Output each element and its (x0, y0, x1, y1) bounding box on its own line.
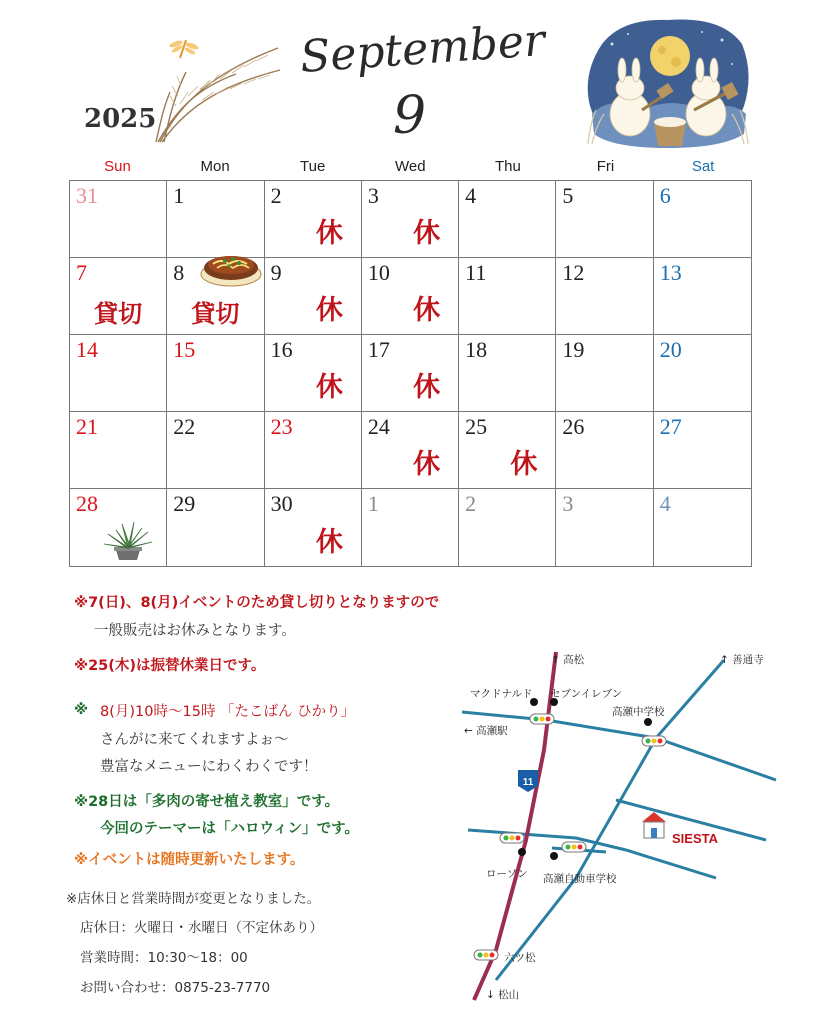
closed-mark: 休 (413, 218, 441, 249)
map-label-driving-school: 高瀬自動車学校 (543, 873, 617, 885)
note-charter-line2: 一般販売はお休みとなります。 (94, 623, 296, 639)
day-number: 13 (659, 260, 682, 285)
closed-mark: 休 (510, 449, 538, 480)
traffic-light-icon (642, 736, 666, 746)
day-number: 4 (465, 183, 477, 208)
note-holiday: ※25(木)は振替休業日です。 (74, 658, 266, 674)
calendar-cell (556, 489, 653, 566)
day-number: 15 (173, 337, 196, 362)
info-hours: 営業時間：10:30～18：00 (80, 950, 248, 966)
day-number: 23 (270, 414, 293, 439)
calendar-cell (362, 181, 459, 258)
note-charter-line1: ※7(日)、8(月)イベントのため貸し切りとなりますので (74, 595, 440, 611)
pampas-grass-icon (140, 34, 290, 144)
calendar-cell (265, 258, 362, 335)
day-number: 4 (659, 491, 671, 516)
map-label-north-zentsuji: ↑ 善通寺 (720, 654, 764, 666)
note-takoban-line3: 豊富なメニューにわくわくです！ (100, 759, 318, 775)
day-number: 3 (367, 183, 379, 208)
calendar-cell (70, 181, 167, 258)
weekday-wed: Wed (395, 158, 426, 175)
route-number: 11 (522, 777, 534, 788)
day-number: 25 (465, 414, 488, 439)
driving-school-marker (550, 852, 558, 860)
info-changed: ※店休日と営業時間が変更となりました。 (66, 891, 321, 907)
calendar-cell (70, 489, 167, 566)
note-takoban-line1: 8(月)10時～15時 「たこばん ひかり」 (100, 704, 356, 720)
calendar-cell (70, 412, 167, 489)
map-label-mutsumatsu: 六ツ松 (504, 952, 536, 964)
weekday-sun: Sun (104, 158, 131, 175)
day-number: 17 (367, 337, 390, 362)
map-label-south-matsuyama: ↓ 松山 (486, 989, 520, 1001)
closed-mark: 休 (315, 527, 343, 558)
lawson-marker (518, 848, 526, 856)
month-number: 9 (393, 86, 427, 146)
traffic-light-icon (562, 842, 586, 852)
day-number: 21 (76, 414, 98, 439)
okonomiyaki-icon (199, 244, 263, 290)
day-number: 6 (659, 183, 671, 208)
day-number: 30 (270, 491, 293, 516)
siesta-house-icon (642, 812, 666, 838)
month-name: September (298, 14, 547, 83)
day-number: 27 (659, 414, 682, 439)
traffic-light-icon (474, 950, 498, 960)
day-number: 10 (367, 260, 390, 285)
calendar-cell (362, 412, 459, 489)
calendar-cell (654, 412, 751, 489)
calendar-cell (556, 412, 653, 489)
map-label-siesta: SIESTA (672, 831, 718, 846)
day-number: 29 (173, 491, 196, 516)
note-takoban-mark: ※ (74, 702, 89, 718)
note-updates: ※イベントは随時更新いたします。 (74, 852, 305, 868)
day-number: 1 (367, 491, 379, 516)
note-succulent-line2: 今回のテーマーは「ハロウィン」です。 (100, 821, 359, 837)
calendar-cell (654, 489, 751, 566)
calendar-cell (459, 335, 556, 412)
day-number: 1 (173, 183, 185, 208)
closed-mark: 休 (315, 372, 343, 403)
day-number: 28 (76, 491, 98, 516)
closed-mark: 休 (413, 449, 441, 480)
day-number: 2 (465, 491, 477, 516)
day-number: 22 (173, 414, 196, 439)
calendar-cell (167, 335, 264, 412)
day-number: 18 (465, 337, 488, 362)
note-succulent-line1: ※28日は「多肉の寄せ植え教室」です。 (74, 794, 340, 810)
charter-mark: 貸切 (94, 300, 143, 328)
weekday-thu: Thu (494, 158, 521, 175)
info-phone: お問い合わせ：0875-23-7770 (80, 980, 271, 996)
weekday-mon: Mon (200, 158, 230, 175)
day-number: 5 (562, 183, 574, 208)
day-number: 2 (270, 183, 282, 208)
dragonfly-icon (169, 39, 200, 58)
succulent-icon (102, 516, 154, 560)
calendar-cell (459, 258, 556, 335)
map-label-lawson: ローソン (486, 868, 528, 880)
traffic-light-icon (500, 833, 524, 843)
day-number: 12 (562, 260, 585, 285)
day-number: 9 (270, 260, 282, 285)
calendar-cell (265, 489, 362, 566)
calendar-cell (556, 258, 653, 335)
calendar-cell (265, 181, 362, 258)
calendar-cell (70, 335, 167, 412)
day-number: 26 (562, 414, 585, 439)
calendar-cell (459, 489, 556, 566)
calendar-cell (459, 181, 556, 258)
map-label-mcdonalds: マクドナルド (470, 688, 533, 700)
note-takoban-line2: さんがに来てくれますよぉ～ (100, 732, 289, 748)
day-number: 20 (659, 337, 682, 362)
day-number: 14 (76, 337, 98, 362)
day-number: 11 (465, 260, 487, 285)
calendar-cell (654, 181, 751, 258)
map-label-north-takamatsu: ↑ 高松 (551, 654, 585, 666)
calendar-cell (70, 258, 167, 335)
calendar-grid (69, 180, 752, 567)
day-number: 3 (562, 491, 574, 516)
calendar-cell (654, 335, 751, 412)
moon-rabbits-icon (582, 14, 754, 154)
calendar-cell (362, 489, 459, 566)
calendar-cell (167, 489, 264, 566)
map-label-takase-station: ← 高瀬駅 (464, 725, 508, 737)
closed-mark: 休 (413, 295, 441, 326)
weekday-fri: Fri (596, 158, 615, 175)
year-label: 2025 (84, 104, 157, 134)
day-number: 24 (367, 414, 390, 439)
info-closed-days: 店休日：火曜日・水曜日（不定休あり） (80, 920, 323, 936)
day-number: 8 (173, 260, 185, 285)
closed-mark: 休 (315, 295, 343, 326)
calendar-cell (362, 335, 459, 412)
takase-jhs-marker (644, 718, 652, 726)
calendar-cell (362, 258, 459, 335)
calendar-cell (265, 412, 362, 489)
calendar-cell (167, 412, 264, 489)
route-11-road (474, 652, 556, 1000)
day-number: 7 (76, 260, 87, 285)
calendar-cell (654, 258, 751, 335)
calendar-cell (265, 335, 362, 412)
closed-mark: 休 (315, 218, 343, 249)
calendar-cell (167, 258, 264, 335)
calendar-cell (459, 412, 556, 489)
map-label-takase-jhs: 高瀬中学校 (612, 706, 665, 718)
weekday-sat: Sat (691, 158, 715, 175)
calendar-cell (556, 335, 653, 412)
day-number: 19 (562, 337, 585, 362)
weekday-tue: Tue (300, 158, 326, 175)
day-number: 16 (270, 337, 293, 362)
map-label-seven-eleven: セブンイレブン (550, 688, 623, 700)
day-number: 31 (76, 183, 98, 208)
closed-mark: 休 (413, 372, 441, 403)
road-upper (462, 712, 776, 780)
traffic-light-icon (530, 714, 554, 724)
calendar-cell (556, 181, 653, 258)
charter-mark: 貸切 (191, 300, 240, 328)
